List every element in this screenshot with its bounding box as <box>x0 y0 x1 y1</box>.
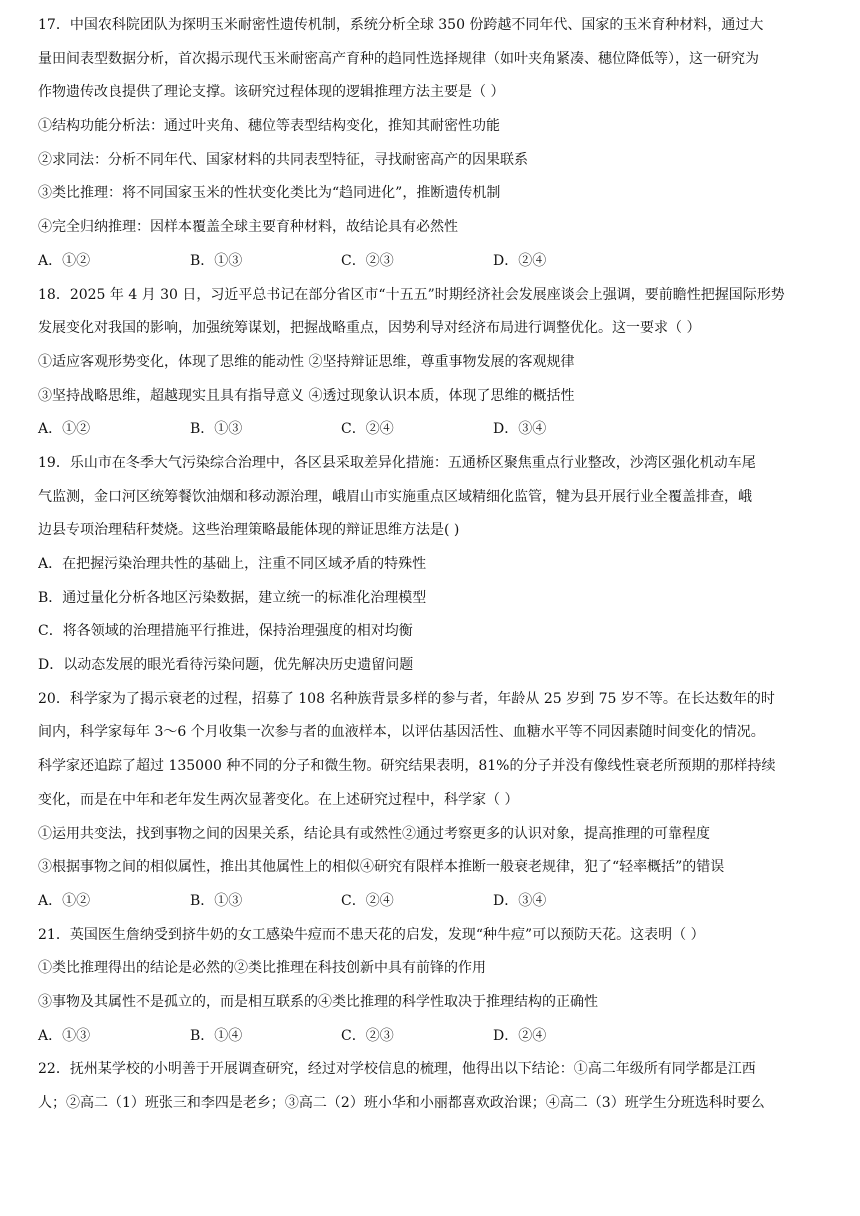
statement-item: ③坚持战略思维，超越现实且具有指导意义 ④透过现象认识本质，体现了思维的概括性 <box>38 387 575 404</box>
question-stem-line: 变化，而是在中年和老年发生两次显著变化。在上述研究过程中，科学家（ ） <box>38 791 519 808</box>
question-stem-line: 发展变化对我国的影响，加强统筹谋划，把握战略重点，因势利导对经济布局进行调整优化。这一要求（ ） <box>38 320 701 337</box>
option-a: A．①③ <box>38 1027 91 1044</box>
statement-item: ③类比推理：将不同国家玉米的性状变化类比为“趋同进化”，推断遗传机制 <box>38 185 501 202</box>
option-b: B．通过量化分析各地区污染数据，建立统一的标准化治理模型 <box>38 589 427 606</box>
question-stem-line: 气监测，金口河区统筹餐饮油烟和移动源治理，峨眉山市实施重点区域精细化监管，犍为县开展行业全覆盖排查，峨 <box>38 488 752 505</box>
question-stem-line: 22．抚州某学校的小明善于开展调查研究，经过对学校信息的梳理，他得出以下结论：①高二年级所有同学都是江西 <box>38 1061 756 1078</box>
question-20 <box>38 683 828 919</box>
question-22 <box>38 1053 828 1120</box>
question-stem-line: 20．科学家为了揭示衰老的过程，招募了 108 名种族背景多样的参与者，年龄从 25 岁到 75 岁不等。在长达数年的时 <box>38 690 775 707</box>
question-stem-line: 人；②高二（1）班张三和李四是老乡；③高二（2）班小华和小丽都喜欢政治课；④高二（3）班学生分班选科时要么 <box>38 1095 765 1111</box>
statement-item: ④完全归纳推理：因样本覆盖全球主要育种材料，故结论具有必然性 <box>38 219 458 236</box>
question-stem-line: 科学家还追踪了超过 135000 种不同的分子和微生物。研究结果表明，81%的分子并没有像线性衰老所预期的那样持续 <box>38 758 776 775</box>
option-d: D．以动态发展的眼光看待污染问题，优先解决历史遗留问题 <box>38 657 414 674</box>
question-stem-line: 边县专项治理秸秆焚烧。这些治理策略最能体现的辩证思维方法是( ) <box>38 522 460 539</box>
question-stem-line: 21．英国医生詹纳受到挤牛奶的女工感染牛痘而不患天花的启发，发现“种牛痘”可以预防天花。这表明（ ） <box>38 926 705 943</box>
option-d: D．②④ <box>493 252 547 269</box>
statement-item: ①结构功能分析法：通过叶夹角、穗位等表型结构变化，推知其耐密性功能 <box>38 118 500 135</box>
statement-item: ①运用共变法，找到事物之间的因果关系，结论具有或然性②通过考察更多的认识对象，提高推理的可靠程度 <box>38 825 710 842</box>
option-a: A．①② <box>38 892 91 909</box>
answer-options <box>38 413 828 447</box>
option-c: C．②④ <box>341 892 394 909</box>
question-stem-line: 19．乐山市在冬季大气污染综合治理中，各区县采取差异化措施：五通桥区聚焦重点行业整改，沙湾区强化机动车尾 <box>38 454 756 471</box>
option-d: D．③④ <box>493 421 547 438</box>
option-d: D．③④ <box>493 892 547 909</box>
option-c: C．②④ <box>341 421 394 438</box>
option-b: B．①③ <box>190 421 243 438</box>
statement-item: ③根据事物之间的相似属性，推出其他属性上的相似④研究有限样本推断一般衰老规律，犯了“轻率概括”的错误 <box>38 859 725 876</box>
question-17 <box>38 9 828 279</box>
answer-options <box>38 245 828 279</box>
question-18 <box>38 279 828 447</box>
question-stem-line: 18．2025 年 4 月 30 日，习近平总书记在部分省区市“十五五”时期经济社会发展座谈会上强调，要前瞻性把握国际形势 <box>38 286 785 303</box>
statement-item: ②求同法：分析不同年代、国家材料的共同表型特征，寻找耐密高产的因果联系 <box>38 151 528 168</box>
option-c: C．②③ <box>341 1027 394 1044</box>
option-b: B．①③ <box>190 252 243 269</box>
question-stem-line: 17．中国农科院团队为探明玉米耐密性遗传机制，系统分析全球 350 份跨越不同年代、国家的玉米育种材料，通过大 <box>38 17 764 33</box>
option-c: C．②③ <box>341 252 394 269</box>
question-stem-line: 间内，科学家每年 3～6 个月收集一次参与者的血液样本，以评估基因活性、血糖水平等不同因素随时间变化的情况。 <box>38 724 765 741</box>
option-a: A．①② <box>38 252 91 269</box>
statement-item: ①适应客观形势变化，体现了思维的能动性 ②坚持辩证思维，尊重事物发展的客观规律 <box>38 353 575 370</box>
option-b: B．①③ <box>190 892 243 909</box>
statement-item: ①类比推理得出的结论是必然的②类比推理在科技创新中具有前锋的作用 <box>38 960 486 977</box>
option-b: B．①④ <box>190 1027 243 1044</box>
question-21 <box>38 919 828 1054</box>
option-d: D．②④ <box>493 1027 547 1044</box>
exam-page <box>38 9 828 1121</box>
question-19 <box>38 447 828 683</box>
question-stem-line: 量田间表型数据分析，首次揭示现代玉米耐密高产育种的趋同性选择规律（如叶夹角紧凑、穗位降低等），这一研究为 <box>38 50 759 67</box>
question-stem-line: 作物遗传改良提供了理论支撑。该研究过程体现的逻辑推理方法主要是（ ） <box>38 84 505 101</box>
answer-options <box>38 885 828 919</box>
statement-item: ③事物及其属性不是孤立的，而是相互联系的④类比推理的科学性取决于推理结构的正确性 <box>38 993 598 1010</box>
option-a: A．①② <box>38 421 91 438</box>
option-c: C．将各领域的治理措施平行推进，保持治理强度的相对均衡 <box>38 623 413 640</box>
option-a: A．在把握污染治理共性的基础上，注重不同区域矛盾的特殊性 <box>38 556 427 572</box>
answer-options <box>38 1020 828 1054</box>
